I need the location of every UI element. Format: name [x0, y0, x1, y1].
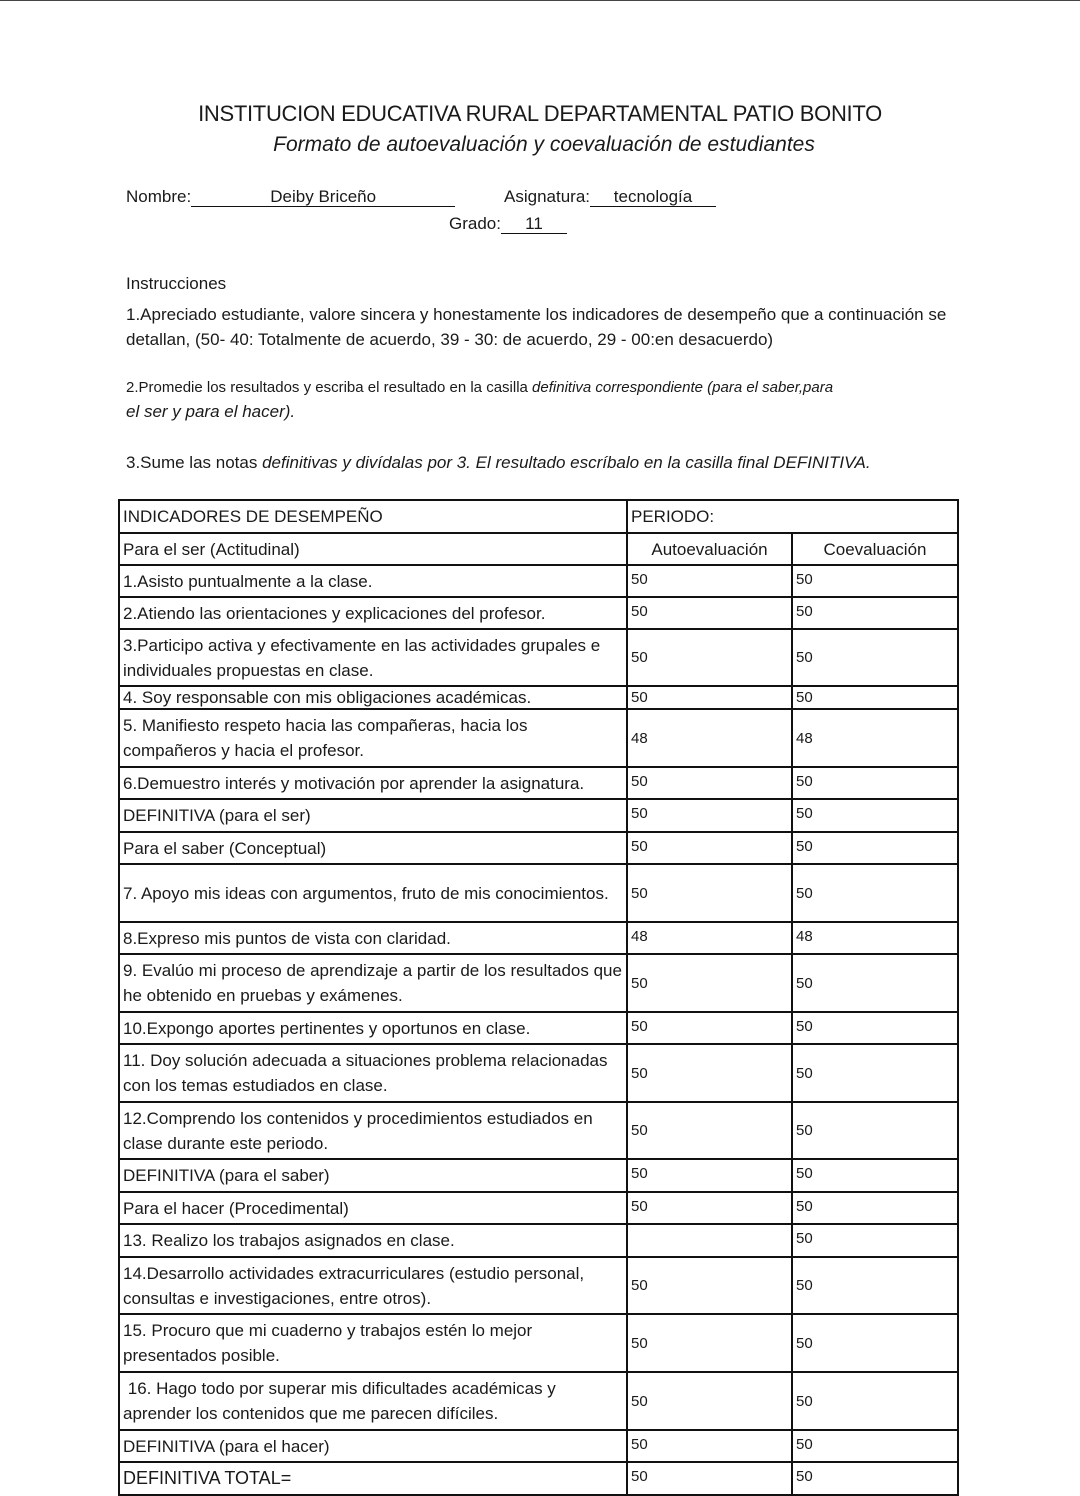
- auto-score[interactable]: 50: [627, 686, 792, 709]
- table-row: [119, 864, 958, 922]
- row-label: 3.Participo activa y efectivamente en las actividades grupales e individuales propuestas en clase.: [119, 629, 627, 686]
- coev-score[interactable]: 50: [792, 1012, 958, 1044]
- table-row: [119, 1257, 958, 1314]
- row-label: 14.Desarrollo actividades extracurriculares (estudio personal, consultas e investigaciones, entre otros).: [119, 1257, 627, 1314]
- page-top-border: [0, 0, 1080, 1]
- coev-score[interactable]: 50: [792, 1372, 958, 1430]
- auto-score[interactable]: [627, 1224, 792, 1257]
- auto-score[interactable]: 48: [627, 922, 792, 954]
- section-saber-row: [119, 832, 958, 864]
- row-label: 10.Expongo aportes pertinentes y oportunos en clase.: [119, 1012, 627, 1044]
- coev-score[interactable]: 50: [792, 565, 958, 597]
- row-label: Para el saber (Conceptual): [119, 832, 627, 864]
- subject-value[interactable]: tecnología: [590, 187, 716, 207]
- header-indicators: INDICADORES DE DESEMPEÑO: [119, 500, 627, 533]
- auto-score[interactable]: 50: [627, 1462, 792, 1495]
- coev-score[interactable]: 50: [792, 1257, 958, 1314]
- table-row: [119, 954, 958, 1012]
- table-row: [119, 1314, 958, 1372]
- coev-score[interactable]: 50: [792, 597, 958, 629]
- table-row: [119, 767, 958, 799]
- coev-score[interactable]: 50: [792, 832, 958, 864]
- step2-italic-b: el ser y para el hacer).: [126, 402, 296, 421]
- auto-score[interactable]: 50: [627, 1012, 792, 1044]
- instruction-step-2: [126, 376, 986, 425]
- auto-score[interactable]: 50: [627, 1257, 792, 1314]
- definitiva-ser-row: [119, 799, 958, 832]
- row-label: 12.Comprendo los contenidos y procedimientos estudiados en clase durante este periodo.: [119, 1102, 627, 1159]
- auto-score[interactable]: 50: [627, 1430, 792, 1462]
- coev-score[interactable]: 50: [792, 1430, 958, 1462]
- row-label: 6.Demuestro interés y motivación por aprender la asignatura.: [119, 767, 627, 799]
- grade-field: [449, 214, 567, 234]
- definitiva-saber-row: [119, 1159, 958, 1192]
- grade-value[interactable]: 11: [501, 214, 567, 234]
- auto-score[interactable]: 50: [627, 799, 792, 832]
- subject-label: Asignatura:: [504, 187, 590, 206]
- auto-score[interactable]: 50: [627, 629, 792, 686]
- table-row: [119, 922, 958, 954]
- step3-text: 3.Sume las notas: [126, 453, 263, 472]
- row-label: 9. Evalúo mi proceso de aprendizaje a partir de los resultados que he obtenido en pruebas y exámenes.: [119, 954, 627, 1012]
- row-label: 7. Apoyo mis ideas con argumentos, fruto de mis conocimientos.: [119, 864, 627, 922]
- section-ser-row: [119, 533, 958, 565]
- table-row: [119, 1044, 958, 1102]
- coev-score[interactable]: 50: [792, 686, 958, 709]
- instruction-step-1: 1.Apreciado estudiante, valore sincera y honestamente los indicadores de desempeño que a continuación se detallan, (50- 40: Totalmente de acuerdo, 39 - 30: de acuerdo, 29 - 00:en desacuerdo): [126, 305, 947, 349]
- auto-score[interactable]: 50: [627, 1044, 792, 1102]
- instruction-step-3: [126, 450, 986, 475]
- row-label: Para el hacer (Procedimental): [119, 1192, 627, 1224]
- row-label: 16. Hago todo por superar mis dificultades académicas y aprender los contenidos que me parecen difíciles.: [119, 1372, 627, 1430]
- name-value[interactable]: Deiby Briceño: [191, 187, 455, 207]
- coev-score[interactable]: 50: [792, 1159, 958, 1192]
- row-label: 8.Expreso mis puntos de vista con claridad.: [119, 922, 627, 954]
- coev-score[interactable]: 50: [792, 1224, 958, 1257]
- auto-score[interactable]: 50: [627, 565, 792, 597]
- auto-score[interactable]: 48: [627, 709, 792, 767]
- coev-score[interactable]: 48: [792, 709, 958, 767]
- name-field: [126, 187, 455, 207]
- table-row: [119, 1012, 958, 1044]
- definitiva-hacer-row: [119, 1430, 958, 1462]
- header-period: PERIODO:: [627, 500, 958, 533]
- coev-score[interactable]: 50: [792, 1462, 958, 1495]
- table-header-row: [119, 500, 958, 533]
- row-label: DEFINITIVA TOTAL=: [119, 1462, 627, 1495]
- auto-score[interactable]: 50: [627, 767, 792, 799]
- row-label: 4. Soy responsable con mis obligaciones académicas.: [119, 686, 627, 709]
- auto-score[interactable]: 50: [627, 1102, 792, 1159]
- coev-score[interactable]: 50: [792, 1314, 958, 1372]
- auto-score[interactable]: 50: [627, 954, 792, 1012]
- section-hacer-row: [119, 1192, 958, 1224]
- table-row: [119, 1102, 958, 1159]
- table-row: [119, 1372, 958, 1430]
- row-label: 5. Manifiesto respeto hacia las compañeras, hacia los compañeros y hacia el profesor.: [119, 709, 627, 767]
- table-row: [119, 686, 958, 709]
- coev-score[interactable]: 50: [792, 1044, 958, 1102]
- step2-text: 2.Promedie los resultados y escriba el resultado en la casilla: [126, 379, 533, 396]
- auto-score[interactable]: 50: [627, 1159, 792, 1192]
- definitiva-total-row: [119, 1462, 958, 1495]
- table-row: [119, 1224, 958, 1257]
- institution-title: INSTITUCION EDUCATIVA RURAL DEPARTAMENTAL PATIO BONITO: [198, 101, 882, 126]
- row-label: 2.Atiendo las orientaciones y explicaciones del profesor.: [119, 597, 627, 629]
- name-label: Nombre:: [126, 187, 192, 206]
- form-subtitle: Formato de autoevaluación y coevaluación de estudiantes: [273, 133, 815, 156]
- row-label: DEFINITIVA (para el saber): [119, 1159, 627, 1192]
- row-label: 11. Doy solución adecuada a situaciones problema relacionadas con los temas estudiados en clase.: [119, 1044, 627, 1102]
- table-row: [119, 629, 958, 686]
- table-row: [119, 597, 958, 629]
- instructions-heading: Instrucciones: [126, 274, 227, 293]
- coev-score[interactable]: 50: [792, 954, 958, 1012]
- coev-score[interactable]: 50: [792, 629, 958, 686]
- row-label: DEFINITIVA (para el ser): [119, 799, 627, 832]
- step2-italic-a: definitiva correspondiente (para el saber,para: [532, 379, 834, 396]
- coev-score[interactable]: 50: [792, 864, 958, 922]
- step3-italic: definitivas y divídalas por 3. El resultado escríbalo en la casilla final DEFINITIVA.: [262, 453, 871, 472]
- row-label: Para el ser (Actitudinal): [119, 533, 627, 565]
- subject-field: [504, 187, 716, 207]
- auto-score[interactable]: 50: [627, 832, 792, 864]
- table-row: [119, 565, 958, 597]
- evaluation-table: [118, 499, 959, 1496]
- coev-score[interactable]: 50: [792, 1102, 958, 1159]
- grade-label: Grado:: [449, 214, 501, 233]
- auto-score[interactable]: 50: [627, 1314, 792, 1372]
- coev-score[interactable]: 50: [792, 1192, 958, 1224]
- row-label: DEFINITIVA (para el hacer): [119, 1430, 627, 1462]
- col-coevaluacion: Coevaluación: [792, 533, 958, 565]
- auto-score[interactable]: 50: [627, 1192, 792, 1224]
- auto-score[interactable]: 50: [627, 864, 792, 922]
- auto-score[interactable]: 50: [627, 1372, 792, 1430]
- row-label: 15. Procuro que mi cuaderno y trabajos estén lo mejor presentados posible.: [119, 1314, 627, 1372]
- row-label: 13. Realizo los trabajos asignados en clase.: [119, 1224, 627, 1257]
- col-autoevaluacion: Autoevaluación: [627, 533, 792, 565]
- coev-score[interactable]: 50: [792, 799, 958, 832]
- coev-score[interactable]: 48: [792, 922, 958, 954]
- row-label: 1.Asisto puntualmente a la clase.: [119, 565, 627, 597]
- table-row: [119, 709, 958, 767]
- auto-score[interactable]: 50: [627, 597, 792, 629]
- coev-score[interactable]: 50: [792, 767, 958, 799]
